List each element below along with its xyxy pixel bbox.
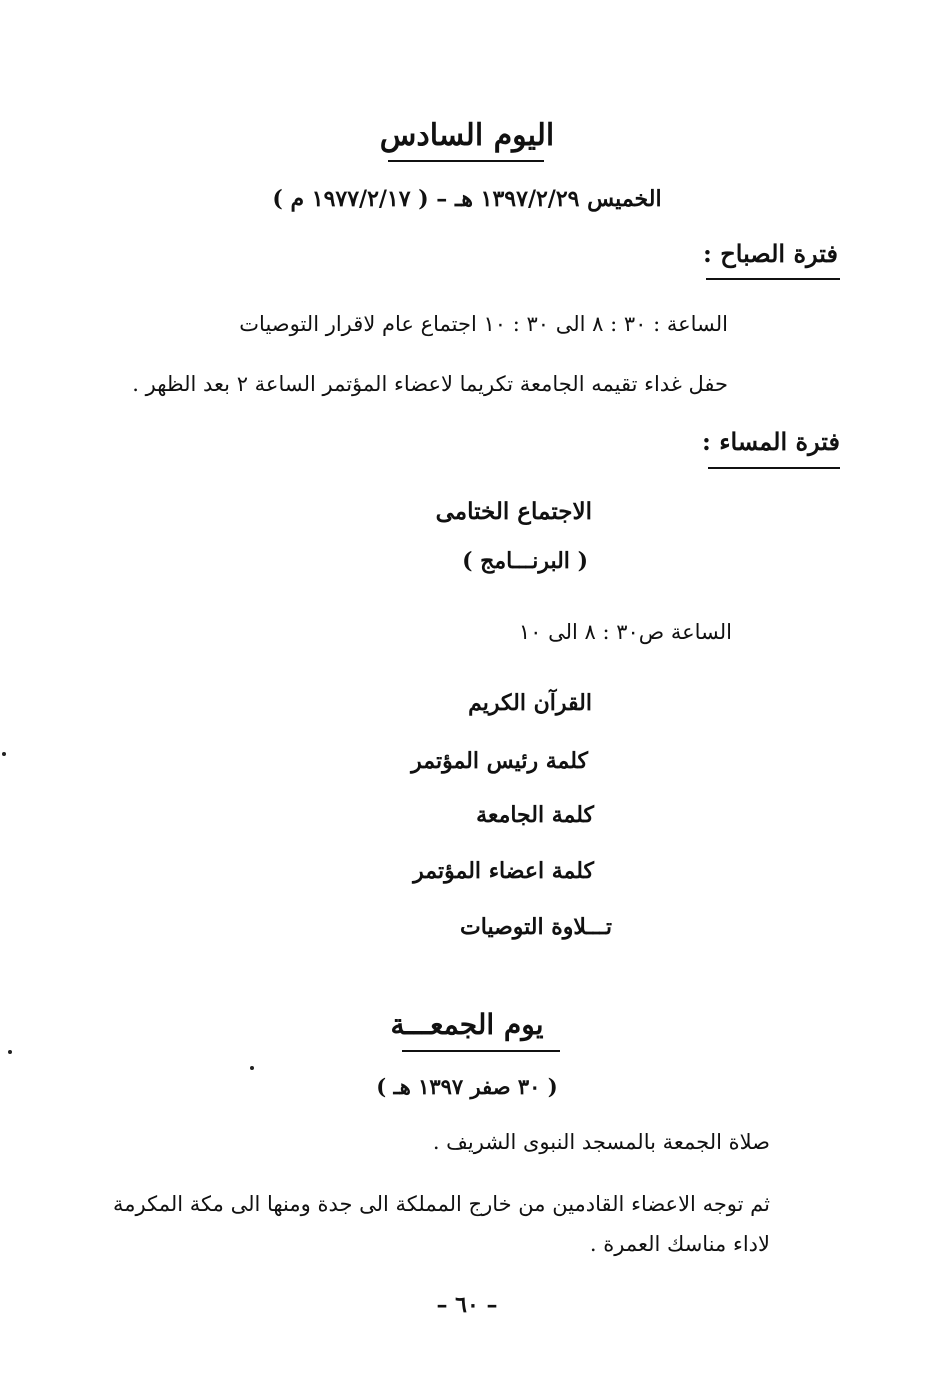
morning-heading-underline xyxy=(706,278,840,280)
program-item: القرآن الكريم xyxy=(468,690,592,716)
morning-line-1: الساعة : ٣٠ : ٨ الى ٣٠ : ١٠ اجتماع عام لاقرار التوصيات xyxy=(239,312,728,336)
program-item: كلمة الجامعة xyxy=(476,802,594,828)
program-item: كلمة اعضاء المؤتمر xyxy=(413,858,594,884)
evening-heading: فترة المساء : xyxy=(702,427,840,456)
program-item: تـــلاوة التوصيات xyxy=(460,914,612,940)
scan-speck xyxy=(8,1050,12,1054)
morning-heading: فترة الصباح : xyxy=(703,239,838,268)
friday-line-3: لاداء مناسك العمرة . xyxy=(589,1232,770,1256)
day6-title: اليوم السادس xyxy=(379,118,555,153)
scan-speck xyxy=(250,1066,254,1070)
program-label: ( البرنـــامج ) xyxy=(462,548,588,574)
morning-line-2: حفل غداء تقيمه الجامعة تكريما لاعضاء المؤتمر الساعة ٢ بعد الظهر . xyxy=(132,372,728,396)
friday-date: ( ٣٠ صفر ١٣٩٧ هـ ) xyxy=(376,1074,558,1099)
program-item: كلمة رئيس المؤتمر xyxy=(411,748,588,774)
evening-time: الساعة ص٣٠ : ٨ الى ١٠ xyxy=(518,620,732,644)
evening-heading-underline xyxy=(708,467,840,469)
day6-date: الخميس ١٣٩٧/٢/٢٩ هـ – ( ١٩٧٧/٢/١٧ م ) xyxy=(272,186,662,212)
scan-speck xyxy=(2,752,6,756)
day6-title-underline xyxy=(388,160,544,162)
page-number: – ٦٠ – xyxy=(436,1292,498,1318)
closing-meeting-title: الاجتماع الختامى xyxy=(435,498,592,525)
friday-line-2: ثم توجه الاعضاء القادمين من خارج المملكة الى جدة ومنها الى مكة المكرمة xyxy=(113,1192,770,1216)
friday-title-underline xyxy=(402,1050,560,1052)
friday-title: يوم الجمعـــة xyxy=(390,1008,544,1041)
friday-line-1: صلاة الجمعة بالمسجد النبوى الشريف . xyxy=(432,1130,770,1154)
